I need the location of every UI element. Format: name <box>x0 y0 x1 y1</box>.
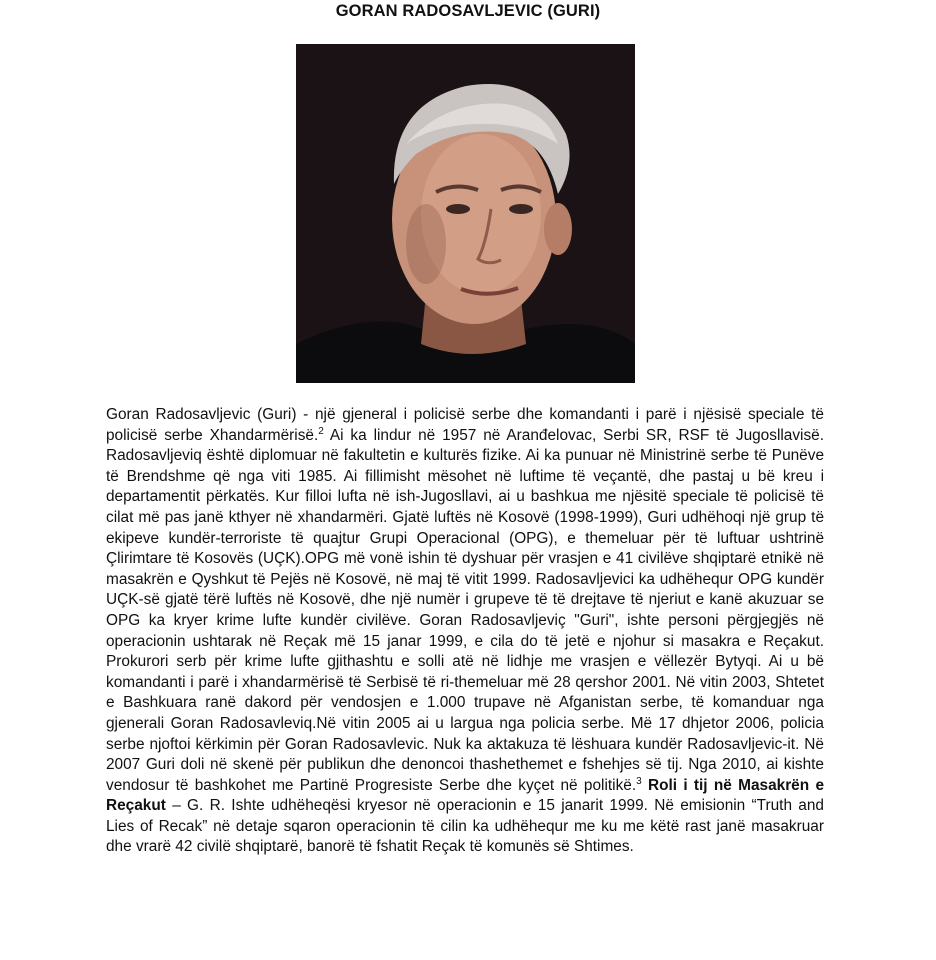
biography-text-part2: Ai ka lindur në 1957 në Aranđelovac, Serbi SR, RSF të Jugosllavisë. Radosavljeviq është diplomuar në fakultetin e kulturës fizike. Ai ka punuar në Ministrinë serbe të Punëve të Brendshme që nga viti 1985. Ai fillimisht mësohet në luftime të veçantë, dhe pastaj u bë kreu i departamentit përkatës. Kur filloi lufta në ish-Jugosllavi, ai u bashkua me njësitë speciale të policisë të cilat më pas janë kthyer në xhandarmëri. Gjatë luftës në Kosovë (1998-1999), Guri udhëhoqi një grup të ekipeve kundër-terroriste të quajtur Grupi Operacional (OPG), e themeluar për të luftuar ushtrinë Çlirimtare të Kosovës (UÇK).OPG më vonë ishin të dyshuar për vrasjen e 41 civilëve shqiptarë etnikë në masakrën e Qyshkut të Pejës në Kosovë, në maj të vitit 1999. Radosavljevici ka udhëhequr OPG kundër UÇK-së gjatë tërë luftës në Kosovë, dhe një numër i grupeve të të drejtave të njeriut e kanë akuzuar se OPG ka kryer krime lufte kundër civilëve. Goran Radosavljeviç "Guri", ishte personi përgjegjës në operacionin ushtarak në Reçak më 15 janar 1999, e cila do të jetë e njohur si masakra e Reçakut. Prokurori serb për krime lufte gjithashtu e solli atë në lidhje me vrasjen e vëllezër Bytyqi. Ai u bë komandanti i parë i xhandarmërisë të Serbisë të ri-themeluar më 28 qershor 2001. Në vitin 2003, Shtetet e Bashkuara ranë dakord për vendosjen e 1.000 trupave në Afganistan serbe, të komanduar nga gjenerali Goran Radosavleviq.Në vitin 2005 ai u largua nga policia serbe. Më 17 dhjetor 2006, policia serbe njoftoi kërkimin për Goran Radosavlevic. Nuk ka aktakuza të lëshuara kundër Radosavljevic-it. Në 2007 Guri doli në skenë për publikun dhe denoncoi thashethemet e fshehjes së tij. Nga 2010, ai kishte vendosur të bashkohet me Partinë Progresiste Serbe dhe kyçet në politikë. <box>106 426 824 794</box>
biography-paragraph <box>106 405 824 858</box>
footnote-marker-2[interactable]: 2 <box>318 425 324 437</box>
biography-text-part3: – G. R. Ishte udhëheqësi kryesor në operacionin e 15 janarit 1999. Në emisionin “Truth and Lies of Recak” në detaje sqaron operacionin të cilin ka udhëhequr me ku me këtë rast janë masakruar dhe vrarë 42 civilë shqiptarë, banorë të fshatit Reçak të komunës së Shtimes. <box>106 797 824 856</box>
footnote-marker-3[interactable]: 3 <box>636 775 642 787</box>
portrait-illustration <box>296 44 635 383</box>
section-heading-inline: Roli i tij në Masakrën e Reçakut <box>106 776 825 815</box>
portrait-photo <box>296 44 635 383</box>
biography-text-part1: Goran Radosavljevic (Guri) - një gjeneral i policisë serbe dhe komandanti i parë i njësisë speciale të policisë serbe Xhandarmërisë. <box>106 406 824 444</box>
document-title: GORAN RADOSAVLJEVIC (GURI) <box>335 2 601 20</box>
